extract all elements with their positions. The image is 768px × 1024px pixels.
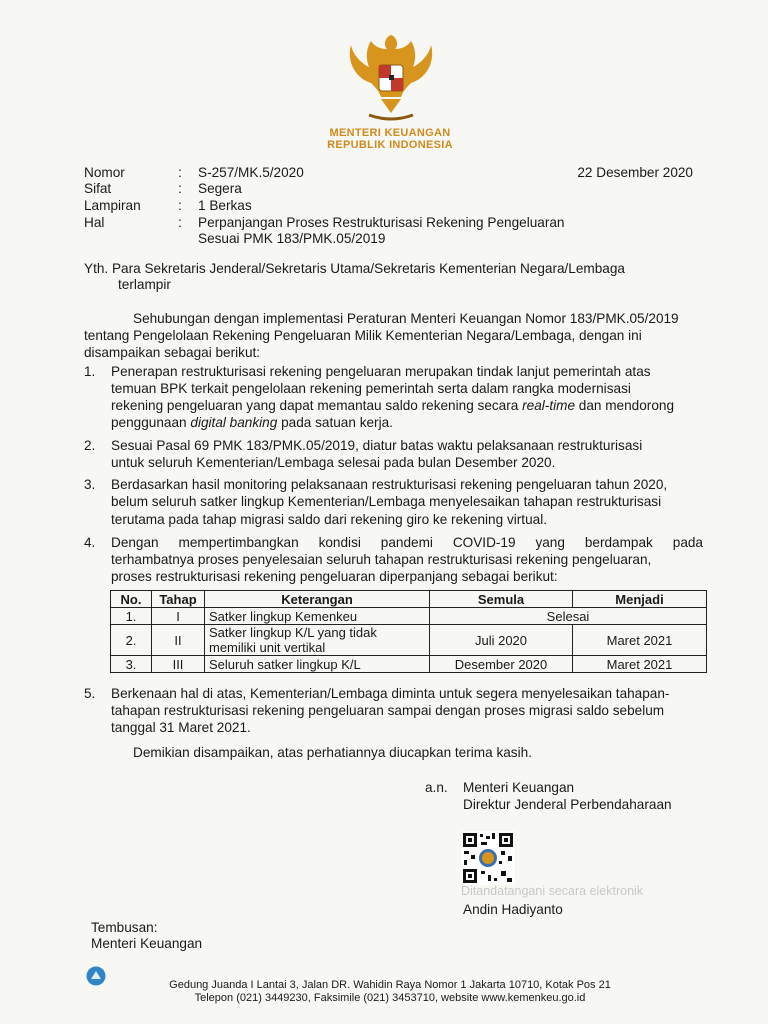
item1-line1: Penerapan restrukturisasi rekening pengeluaran merupakan tindak lanjut pemerintah atas: [111, 364, 651, 379]
item1-realtime: real-time: [522, 398, 575, 413]
cell-keterangan: [205, 625, 430, 656]
ministry-name: [300, 127, 480, 151]
item1-line3-a: rekening pengeluaran yang dapat memantau saldo rekening secara: [111, 398, 523, 413]
cell-keterangan-line2: memiliki unit vertikal: [209, 640, 326, 655]
sifat-label: Sifat: [84, 181, 112, 196]
garuda-emblem-icon: [345, 27, 437, 127]
hal-value-line1: Perpanjangan Proses Restrukturisasi Rekening Pengeluaran: [198, 215, 565, 230]
cell-semula: Desember 2020: [430, 656, 573, 673]
letter-date: 22 Desember 2020: [577, 165, 693, 180]
cell-tahap: I: [152, 608, 205, 625]
item1-line3-c: dan mendorong: [575, 398, 675, 413]
hal-label: Hal: [84, 215, 105, 230]
table-row: [111, 608, 707, 625]
item2-line2: untuk seluruh Kementerian/Lembaga selesai pada bulan Desember 2020.: [111, 455, 556, 470]
item3-line1: Berdasarkan hasil monitoring pelaksanaan restrukturisasi rekening pengeluaran tahun 2020,: [111, 477, 668, 492]
item-number: 1.: [84, 364, 96, 379]
cell-menjadi: Maret 2021: [573, 625, 707, 656]
item3-line2: belum seluruh satker lingkup Kementerian/Lembaga menyelesaikan tahapan restrukturisasi: [111, 494, 662, 509]
cell-no: 2.: [111, 625, 152, 656]
signature-title2: Direktur Jenderal Perbendaharaan: [463, 797, 672, 812]
intro-line2: tentang Pengelolaan Rekening Pengeluaran Milik Kementerian Negara/Lembaga, dengan ini: [84, 328, 642, 343]
item4-line1: Dengan mempertimbangkan kondisi pandemi COVID-19 yang berdampak pada: [111, 535, 703, 550]
intro-line3: disampaikan sebagai berikut:: [84, 345, 261, 360]
item-number: 3.: [84, 477, 96, 492]
cell-status: Selesai: [430, 608, 707, 625]
ministry-name-line2: REPUBLIK INDONESIA: [327, 139, 453, 151]
item5-line2: tahapan restrukturisasi rekening pengeluaran sampai dengan proses migrasi saldo sebelum: [111, 703, 665, 718]
hal-value-line2: Sesuai PMK 183/PMK.05/2019: [198, 231, 386, 246]
table-header-row: [111, 591, 707, 608]
item5-line3: tanggal 31 Maret 2021.: [111, 720, 251, 735]
signatory-name: Andin Hadiyanto: [463, 902, 563, 917]
cc-value: Menteri Keuangan: [91, 936, 203, 951]
cell-semula: Juli 2020: [430, 625, 573, 656]
colon: :: [178, 181, 182, 196]
item1-line3: [111, 397, 703, 415]
item5-line1: Berkenaan hal di atas, Kementerian/Lembaga diminta untuk segera menyelesaikan tahapan-: [111, 686, 670, 701]
footer-contact: Telepon (021) 3449230, Faksimile (021) 3453710, website www.kemenkeu.go.id: [194, 992, 586, 1004]
intro-line1: Sehubungan dengan implementasi Peraturan Menteri Keuangan Nomor 183/PMK.05/2019: [133, 311, 679, 326]
item1-line4: [111, 414, 703, 432]
lampiran-value: 1 Berkas: [198, 198, 252, 213]
addressee-line2: terlampir: [118, 277, 171, 292]
footer-address: Gedung Juanda I Lantai 3, Jalan DR. Wahidin Raya Nomor 1 Jakarta 10710, Kotak Pos 21: [169, 979, 611, 991]
signature-title1: Menteri Keuangan: [463, 780, 575, 795]
cell-tahap: II: [152, 625, 205, 656]
cell-no: 1.: [111, 608, 152, 625]
cell-menjadi: Maret 2021: [573, 656, 707, 673]
cell-keterangan: Satker lingkup Kemenkeu: [205, 608, 430, 625]
kemenkeu-logo-icon: [86, 966, 106, 986]
col-header-keterangan: Keterangan: [205, 591, 430, 608]
table-row: [111, 656, 707, 673]
col-header-tahap: Tahap: [152, 591, 205, 608]
ministry-name-line1: MENTERI KEUANGAN: [329, 127, 451, 139]
colon: :: [178, 198, 182, 213]
nomor-value: S-257/MK.5/2020: [198, 165, 304, 180]
item2-line1: Sesuai Pasal 69 PMK 183/PMK.05/2019, diatur batas waktu pelaksanaan restrukturisasi: [111, 438, 643, 453]
item1-line2: temuan BPK terkait pengelolaan rekening pemerintah serta dalam rangka modernisasi: [111, 381, 631, 396]
cell-tahap: III: [152, 656, 205, 673]
signature-an: a.n.: [425, 780, 448, 795]
item-number: 4.: [84, 535, 96, 550]
item4-line3: proses restrukturisasi rekening pengeluaran diperpanjang sebagai berikut:: [111, 569, 558, 584]
lampiran-label: Lampiran: [84, 198, 141, 213]
closing-sentence: Demikian disampaikan, atas perhatiannya diucapkan terima kasih.: [133, 745, 532, 760]
col-header-menjadi: Menjadi: [573, 591, 707, 608]
col-header-semula: Semula: [430, 591, 573, 608]
table-row: [111, 625, 707, 656]
colon: :: [178, 215, 182, 230]
cell-no: 3.: [111, 656, 152, 673]
e-signature-note: Ditandatangani secara elektronik: [461, 884, 644, 898]
item-number: 2.: [84, 438, 96, 453]
sifat-value: Segera: [198, 181, 242, 196]
item-number: 5.: [84, 686, 96, 701]
item1-line4-c: pada satuan kerja.: [277, 415, 393, 430]
col-header-no: No.: [111, 591, 152, 608]
qr-code-icon: [461, 831, 515, 885]
cell-keterangan: Seluruh satker lingkup K/L: [205, 656, 430, 673]
item1-line4-a: penggunaan: [111, 415, 191, 430]
item4-line2: terhambatnya proses penyelesaian seluruh tahapan restrukturisasi rekening pengeluaran,: [111, 552, 652, 567]
addressee-line1: Yth. Para Sekretaris Jenderal/Sekretaris Utama/Sekretaris Kementerian Negara/Lembaga: [84, 261, 625, 276]
cc-label: Tembusan:: [91, 920, 158, 935]
nomor-label: Nomor: [84, 165, 125, 180]
item1-digital-banking: digital banking: [190, 415, 278, 430]
extension-table: [110, 590, 707, 673]
item3-line3: terutama pada tahap migrasi saldo dari rekening giro ke rekening virtual.: [111, 512, 547, 527]
cell-keterangan-line1: Satker lingkup K/L yang tidak: [209, 625, 377, 640]
colon: :: [178, 165, 182, 180]
